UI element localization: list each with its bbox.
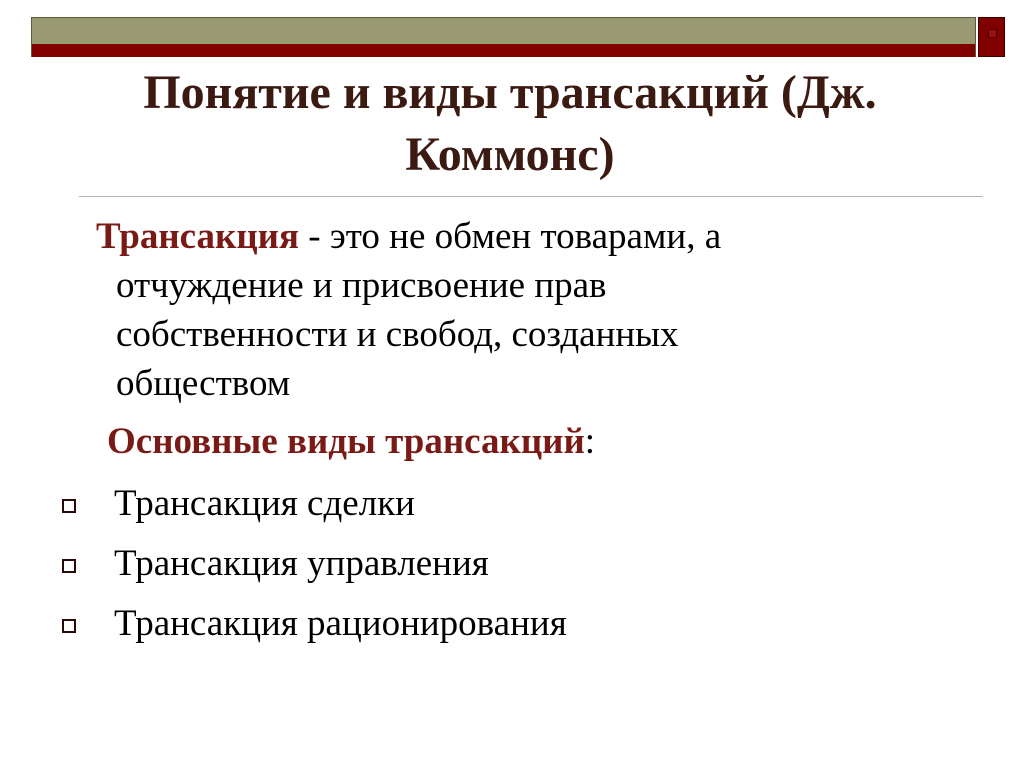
list-item-label: Трансакция сделки (114, 483, 415, 524)
hollow-square-bullet-icon (62, 499, 76, 513)
slide-title (40, 62, 980, 186)
hollow-square-bullet-icon (62, 619, 76, 633)
definition-line-1 (96, 212, 976, 261)
list-item (62, 474, 567, 534)
corner-square-inner (988, 29, 997, 38)
band-maroon-stripe (32, 44, 975, 57)
list-item (62, 594, 567, 654)
list-item-label: Трансакция управления (114, 543, 489, 584)
title-divider (79, 196, 983, 197)
definition-term: Трансакция (96, 216, 300, 257)
hollow-square-bullet-icon (62, 559, 76, 573)
definition-line-4: обществом (116, 363, 291, 404)
types-subheading-suffix: : (584, 421, 596, 462)
corner-square-decoration (978, 17, 1005, 57)
definition-line-3: собственности и свобод, созданных (116, 314, 679, 355)
title-line-1: Понятие и виды трансакций (Дж. (143, 66, 877, 119)
top-decorative-band (31, 17, 976, 57)
types-subheading-term: Основные виды трансакций (107, 421, 585, 462)
types-subheading (107, 416, 595, 468)
list-item (62, 534, 567, 594)
definition-line-1-rest: - это не обмен товарами, а (299, 216, 722, 257)
transaction-types-list (62, 474, 567, 654)
definition-paragraph (96, 212, 976, 408)
band-olive-stripe (32, 18, 975, 44)
title-line-2: Коммонс) (405, 128, 615, 181)
definition-line-2: отчуждение и присвоение прав (116, 265, 607, 306)
list-item-label: Трансакция рационирования (114, 603, 567, 644)
